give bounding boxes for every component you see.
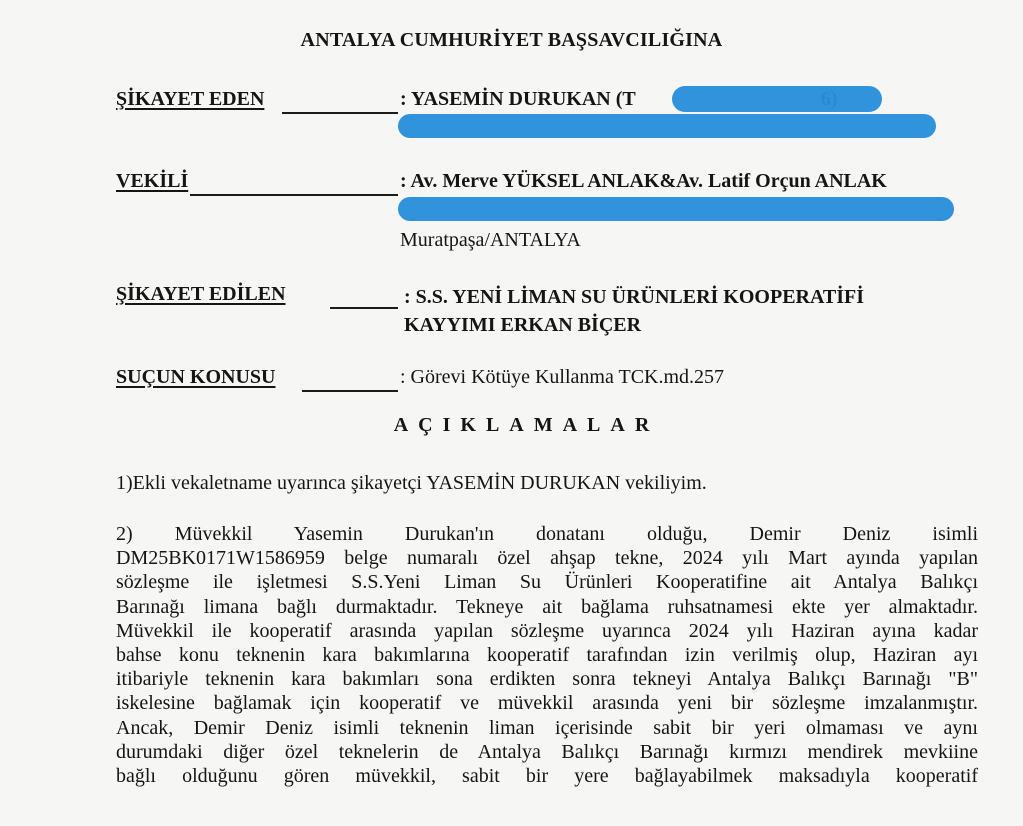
redaction-complainant-id <box>672 86 882 112</box>
paragraph-2-line: DM25BK0171W1586959 belge numaralı özel ahşap tekne, 2024 yılı Mart ayında yapılan <box>116 547 978 570</box>
paragraph-1: 1)Ekli vekaletname uyarınca şikayetçi YASEMİN DURUKAN vekiliyim. <box>116 472 707 494</box>
paragraph-2-line: 2) Müvekkil Yasemin Durukan'ın donatanı olduğu, Demir Deniz isimli <box>116 523 978 545</box>
paragraph-2-line: bağlı olduğunu gören müvekkil, sabit bir yere bağlayabilmek maksadıyla kooperatif <box>116 765 978 788</box>
redaction-complainant-address <box>398 114 936 138</box>
subject-value: : Görevi Kötüye Kullanma TCK.md.257 <box>400 366 725 388</box>
accused-line-1: : S.S. YENİ LİMAN SU ÜRÜNLERİ KOOPERATİFİ <box>404 286 865 308</box>
redaction-attorney-address <box>398 197 954 221</box>
accused-name <box>404 283 984 339</box>
subject-label: SUÇUN KONUSU <box>116 366 276 388</box>
complainant-name: : YASEMİN DURUKAN (T <box>400 88 636 110</box>
section-heading: AÇIKLAMALAR <box>393 414 660 436</box>
accused-label: ŞİKAYET EDİLEN <box>116 283 286 305</box>
accused-label-rule <box>330 307 398 309</box>
paragraph-2-line: Müvekkil ile kooperatif arasında yapılan sözleşme uyarınca 2024 yılı Haziran ayına kadar <box>116 619 978 642</box>
paragraph-2-line: itibariyle teknenin kara bakımları sona erdikten sonra tekneyi Antalya Balıkçı Barınağı "B" <box>116 668 978 691</box>
paragraph-2-line: durumdaki diğer özel teknelerin de Antalya Balıkçı Barınağı kırmızı mendirek mevkiine <box>116 740 978 763</box>
paragraph-2-line: Ancak, Demir Deniz isimli teknenin liman içerisinde sabit bir yeri olmaması ve aynı <box>116 716 978 739</box>
paragraph-2-line: Barınağı limana bağlı durmaktadır. Tekneye ait bağlama ruhsatnamesi ekte yer almaktadır. <box>116 595 978 618</box>
complainant-label: ŞİKAYET EDEN <box>116 88 265 110</box>
accused-line-2: KAYYIMI ERKAN BİÇER <box>404 314 642 336</box>
subject-label-rule <box>302 390 398 392</box>
paragraph-2 <box>116 522 978 788</box>
attorney-label: VEKİLİ <box>116 170 189 192</box>
paragraph-2-line: bahse konu teknenin kara bakımlarına kooperatif tarafından izin verilmiş olup, Haziran ayı <box>116 644 978 667</box>
attorney-value: : Av. Merve YÜKSEL ANLAK&Av. Latif Orçun ANLAK <box>400 170 887 192</box>
complainant-label-rule <box>282 112 398 114</box>
document-title: ANTALYA CUMHURİYET BAŞSAVCILIĞINA <box>300 29 723 51</box>
paragraph-2-line: sözleşme ile işletmesi S.S.Yeni Liman Su Ürünleri Kooperatifine ait Antalya Balıkçı <box>116 571 978 594</box>
attorney-label-rule <box>190 194 398 196</box>
attorney-address-end: Muratpaşa/ANTALYA <box>400 229 581 251</box>
paragraph-2-line: iskelesine bağlamak için kooperatif ve müvekkil arasında yeni bir sözleşme imzalanmıştır. <box>116 692 978 715</box>
